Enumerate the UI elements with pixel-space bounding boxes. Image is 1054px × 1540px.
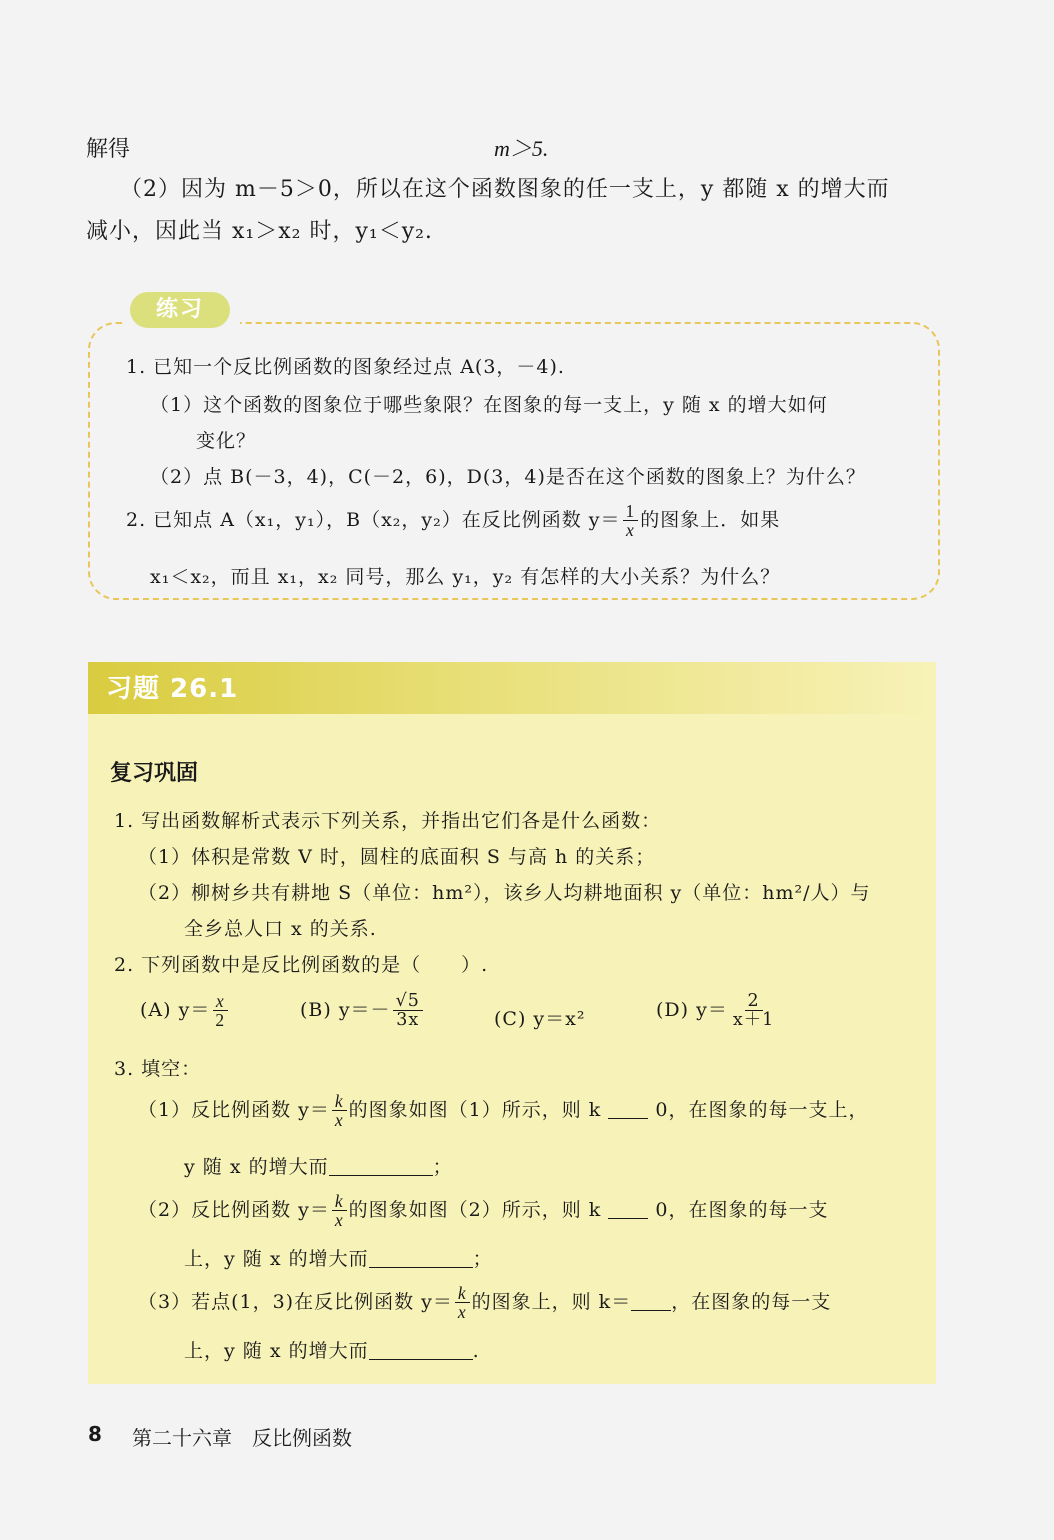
text: 上，y 随 x 的增大而 (184, 1248, 369, 1270)
option-b-label: (B) y＝－ (300, 998, 391, 1021)
fraction-numerator: k (332, 1092, 347, 1111)
option-b-fraction (393, 992, 423, 1030)
exercise-2-option-c: (C) y＝x² (494, 1008, 586, 1030)
fraction-numerator: x (213, 992, 228, 1011)
answer-blank[interactable] (631, 1291, 671, 1311)
solution-part2-line1: （2）因为 m－5＞0，所以在这个函数图象的任一支上，y 都随 x 的增大而 (120, 177, 890, 202)
exercise-3-part2-line1 (138, 1192, 828, 1230)
practice-tab: 练习 (130, 292, 230, 328)
solve-result: m＞5. (494, 136, 549, 161)
exercise-1: 1. 写出函数解析式表示下列关系，并指出它们各是什么函数： (114, 810, 662, 832)
exercise-3-part1-line1 (138, 1092, 868, 1130)
answer-blank[interactable] (369, 1248, 473, 1268)
fraction-denominator: x (334, 1110, 344, 1131)
text: y 随 x 的增大而 (184, 1156, 329, 1178)
exercise-2-option-d (656, 992, 779, 1030)
answer-blank[interactable] (329, 1156, 433, 1176)
text: （1）反比例函数 y＝ (138, 1098, 330, 1121)
text: 上，y 随 x 的增大而 (184, 1340, 369, 1362)
practice-q1-part1-line1: （1）这个函数的图象位于哪些象限？在图象的每一支上，y 随 x 的增大如何 (150, 394, 828, 416)
practice-q1: 1. 已知一个反比例函数的图象经过点 A(3，－4). (126, 356, 565, 378)
fraction-denominator: x (626, 520, 635, 541)
exercise-3-part3-line2 (184, 1336, 480, 1363)
option-a-fraction (212, 992, 228, 1030)
fraction-k-over-x (332, 1192, 347, 1230)
practice-q2-fraction (623, 502, 639, 540)
practice-q2-line2: x₁＜x₂，而且 x₁，x₂ 同号，那么 y₁，y₂ 有怎样的大小关系？为什么？ (150, 566, 781, 588)
fraction-k-over-x (455, 1284, 470, 1322)
exercise-2: 2. 下列函数中是反比例函数的是（ ）. (114, 954, 489, 976)
option-d-fraction (730, 992, 777, 1030)
fraction-denominator: 3x (396, 1010, 420, 1031)
answer-blank[interactable] (608, 1199, 648, 1219)
text: 的图象上，则 k＝ (471, 1290, 632, 1313)
practice-q1-part1-line2: 变化？ (196, 430, 257, 452)
exercise-1-part2-line1: （2）柳树乡共有耕地 S（单位：hm²），该乡人均耕地面积 y（单位：hm²/人）与 (138, 882, 871, 904)
option-a-label: (A) y＝ (140, 998, 211, 1021)
answer-blank[interactable] (608, 1099, 648, 1119)
text: （3）若点(1，3)在反比例函数 y＝ (138, 1290, 453, 1313)
fraction-denominator: x＋1 (732, 1010, 775, 1031)
exercise-1-part2-line2: 全乡总人口 x 的关系. (184, 918, 377, 940)
practice-q2-text-pre: 2. 已知点 A（x₁，y₁），B（x₂，y₂）在反比例函数 y＝ (126, 508, 621, 531)
text: 的图象如图（1）所示，则 k (348, 1098, 602, 1121)
fraction-numerator: 2 (745, 992, 763, 1011)
exercise-3: 3. 填空： (114, 1058, 202, 1080)
text: （2）反比例函数 y＝ (138, 1198, 330, 1221)
practice-q2-line1 (126, 502, 780, 540)
text: . (472, 1340, 480, 1362)
exercise-section-heading: 复习巩固 (110, 761, 199, 786)
exercise-3-part1-line2 (184, 1152, 453, 1179)
fraction-denominator: 2 (215, 1010, 226, 1031)
solve-label: 解得 (86, 137, 131, 162)
exercise-1-part1: （1）体积是常数 V 时，圆柱的底面积 S 与高 h 的关系； (138, 846, 656, 868)
practice-q2-text-post: 的图象上．如果 (640, 508, 781, 531)
fraction-denominator: x (334, 1210, 344, 1231)
exercise-2-option-a (140, 992, 230, 1030)
text: 0，在图象的每一支上， (655, 1098, 869, 1121)
fraction-numerator: √5 (393, 992, 423, 1011)
exercise-title: 习题 26.1 (106, 674, 239, 704)
exercise-3-part3-line1 (138, 1284, 831, 1322)
page-number: 8 (88, 1422, 102, 1446)
answer-blank[interactable] (369, 1340, 473, 1360)
exercise-3-part2-line2 (184, 1244, 493, 1271)
fraction-numerator: k (455, 1284, 470, 1303)
fraction-denominator: x (457, 1302, 467, 1323)
text: ； (472, 1248, 493, 1270)
fraction-k-over-x (332, 1092, 347, 1130)
fraction-numerator: 1 (623, 502, 639, 521)
text: ； (432, 1156, 453, 1178)
text: 的图象如图（2）所示，则 k (348, 1198, 602, 1221)
chapter-title: 第二十六章 反比例函数 (132, 1426, 352, 1450)
option-d-label: (D) y＝ (656, 998, 728, 1021)
exercise-2-option-b (300, 992, 425, 1030)
text: 0，在图象的每一支 (655, 1198, 829, 1221)
practice-q1-part2: （2）点 B(－3，4)，C(－2，6)，D(3，4)是否在这个函数的图象上？为什么？ (150, 466, 866, 488)
text: ，在图象的每一支 (671, 1290, 832, 1313)
solution-part2-line2: 减小，因此当 x₁＞x₂ 时，y₁＜y₂. (86, 219, 433, 244)
fraction-numerator: k (332, 1192, 347, 1211)
